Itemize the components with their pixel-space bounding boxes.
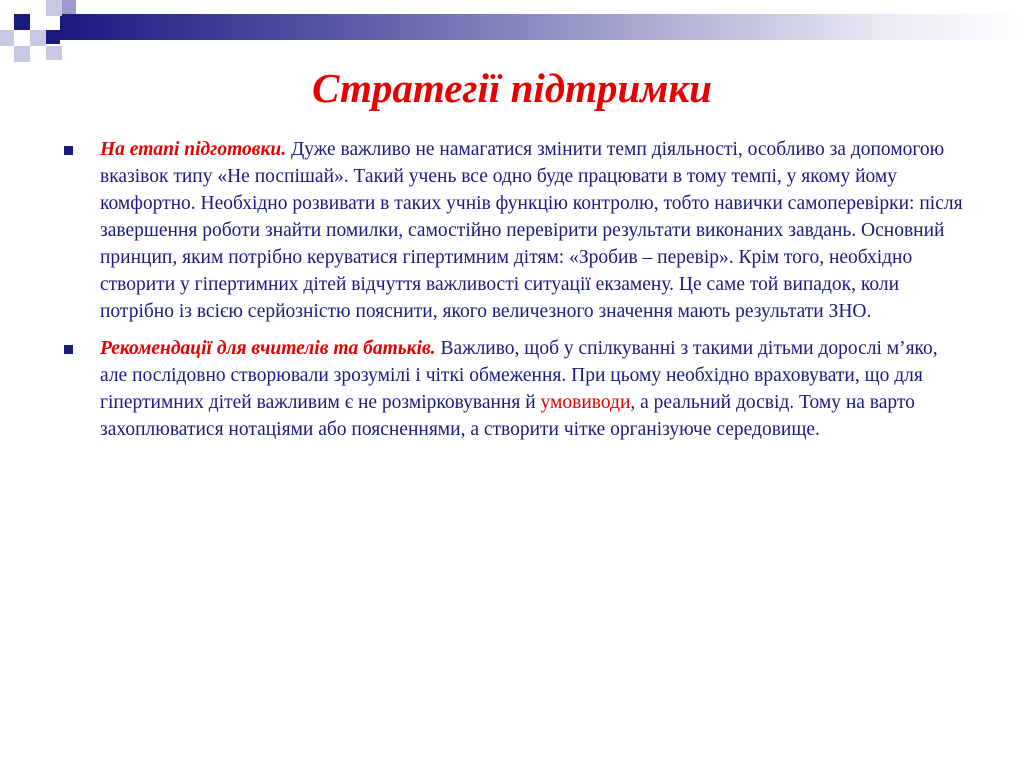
bullet-lead: Рекомендації для вчителів та батьків. (100, 338, 436, 359)
decor-square (14, 14, 30, 30)
bullet-text: , а реальний досвід. Тому на варто захоплюватися нотаціями або поясненнями, а створити чітке організуюче середовище. (100, 392, 915, 440)
slide-content (60, 136, 965, 453)
decor-square (14, 46, 30, 62)
square-bullet-icon (64, 345, 73, 354)
square-bullet-icon (64, 146, 73, 155)
header-gradient-band (60, 14, 1024, 40)
decor-square (30, 30, 46, 46)
bullet-text: Дуже важливо не намагатися змінити темп діяльності, особливо за допомогою вказівок типу «Не поспішай». Такий учень все одно буде працювати в тому темпі, у якому йому комфортно. Необхідно розвивати в таких учнів функцію контролю, тобто навички самоперевірки: після завершення роботи знайти помилки, самостійно перевірити результати виконаних завдань. Основний принцип, яким потрібно керуватися гіпертимним дітям: «Зробив – перевір». Крім того, необхідно створити у гіпертимних дітей відчуття важливості ситуації екзамену. Це саме той випадок, коли потрібно із всією серйозністю пояснити, якого величезного значення мають результати ЗНО. (100, 139, 963, 322)
bullet-item (60, 335, 965, 443)
decor-square (0, 30, 14, 46)
decor-square (46, 46, 62, 60)
decor-square (62, 0, 76, 14)
decor-square (46, 30, 60, 44)
highlighted-word: умовиводи (540, 392, 631, 413)
decor-square (46, 0, 62, 16)
bullet-text: Важливо, щоб у спілкуванні з такими дітьми дорослі м’яко, але послідовно створювали зрозумілі і чіткі обмеження. При цьому необхідно враховувати, що для гіпертимних дітей важливим є не розмірковування й (100, 338, 938, 413)
bullet-lead: На етапі підготовки. (100, 139, 287, 160)
slide-title: Стратегії підтримки (312, 65, 712, 111)
bullet-item (60, 136, 965, 325)
